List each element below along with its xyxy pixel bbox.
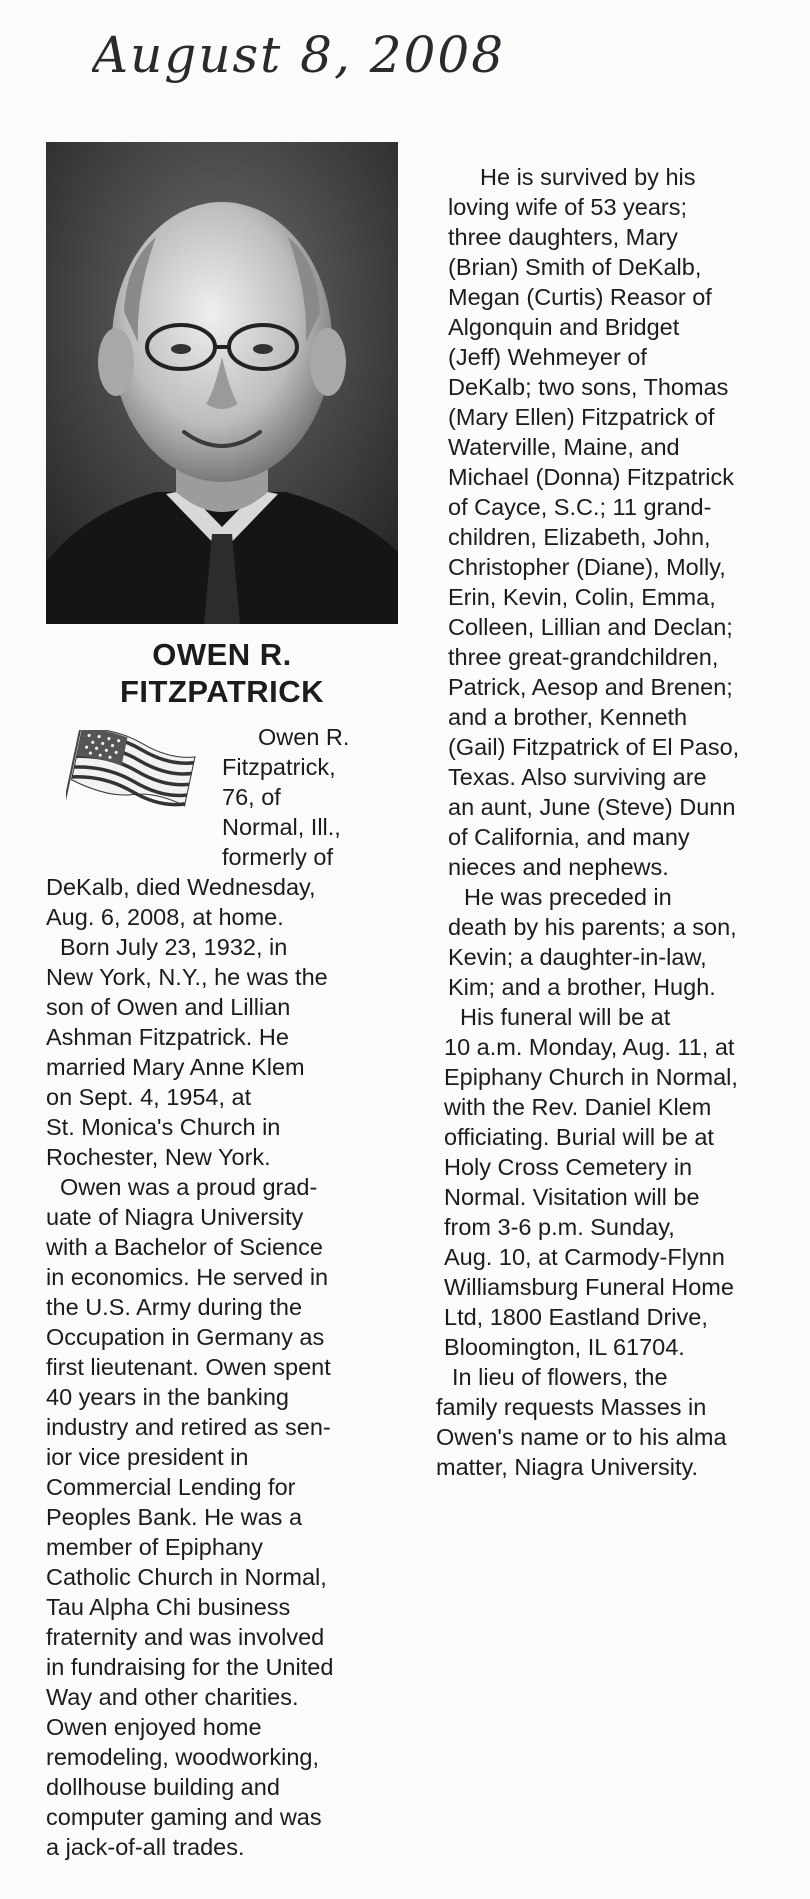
text-line: the U.S. Army during the: [46, 1294, 303, 1320]
text-line: Holy Cross Cemetery in: [444, 1154, 693, 1180]
text-line: Erin, Kevin, Colin, Emma,: [448, 584, 716, 610]
name-first: OWEN R.: [152, 637, 292, 672]
text-line: formerly of: [222, 844, 333, 870]
text-line: children, Elizabeth, John,: [448, 524, 711, 550]
text-line: Occupation in Germany as: [46, 1324, 325, 1350]
text-line: He was preceded in: [464, 884, 672, 910]
text-line: He is survived by his: [480, 164, 696, 190]
text-line: Commercial Lending for: [46, 1474, 296, 1500]
obituary-flowers-paragraph: [420, 1362, 727, 1482]
obituary-survivors-paragraph: [420, 162, 739, 882]
text-line: Rochester, New York.: [46, 1144, 271, 1170]
text-line: nieces and nephews.: [448, 854, 669, 880]
text-line: with a Bachelor of Science: [46, 1234, 323, 1260]
text-line: (Gail) Fitzpatrick of El Paso,: [448, 734, 740, 760]
text-line: Michael (Donna) Fitzpatrick: [448, 464, 735, 490]
text-line: (Mary Ellen) Fitzpatrick of: [448, 404, 715, 430]
text-line: Catholic Church in Normal,: [46, 1564, 327, 1590]
obituary-intro: [46, 722, 349, 932]
text-line: Normal, Ill.,: [222, 814, 341, 840]
text-line: Kevin; a daughter-in-law,: [448, 944, 707, 970]
text-line: remodeling, woodworking,: [46, 1744, 320, 1770]
text-line: Algonquin and Bridget: [448, 314, 680, 340]
text-line: Aug. 10, at Carmody-Flynn: [444, 1244, 725, 1270]
text-line: married Mary Anne Klem: [46, 1054, 305, 1080]
text-line: first lieutenant. Owen spent: [46, 1354, 331, 1380]
text-line: matter, Niagra University.: [436, 1454, 699, 1480]
text-line: family requests Masses in: [436, 1394, 707, 1420]
text-line: Texas. Also surviving are: [448, 764, 707, 790]
text-line: Aug. 6, 2008, at home.: [46, 904, 284, 930]
obituary-funeral-paragraph: [420, 1002, 738, 1362]
handwritten-date: [92, 10, 512, 100]
text-line: 40 years in the banking: [46, 1384, 289, 1410]
text-line: Fitzpatrick,: [222, 754, 336, 780]
name-last: FITZPATRICK: [119, 674, 325, 709]
text-line: Christopher (Diane), Molly,: [448, 554, 726, 580]
handwritten-date-text: August 8, 2008: [92, 26, 506, 84]
text-line: Owen was a proud grad-: [60, 1174, 318, 1200]
text-line: of California, and many: [448, 824, 690, 850]
portrait-image: [46, 142, 398, 624]
text-line: Ashman Fitzpatrick. He: [46, 1024, 289, 1050]
text-line: Bloomington, IL 61704.: [444, 1334, 685, 1360]
text-line: Owen enjoyed home: [46, 1714, 262, 1740]
text-line: Patrick, Aesop and Brenen;: [448, 674, 733, 700]
text-line: Born July 23, 1932, in: [60, 934, 288, 960]
text-line: Williamsburg Funeral Home: [444, 1274, 734, 1300]
deceased-name-heading: [46, 636, 398, 710]
text-line: Waterville, Maine, and: [448, 434, 680, 460]
text-line: DeKalb; two sons, Thomas: [448, 374, 729, 400]
text-line: In lieu of flowers, the: [452, 1364, 668, 1390]
text-line: Megan (Curtis) Reasor of: [448, 284, 712, 310]
text-line: three daughters, Mary: [448, 224, 678, 250]
text-line: member of Epiphany: [46, 1534, 263, 1560]
text-line: of Cayce, S.C.; 11 grand-: [448, 494, 712, 520]
text-line: loving wife of 53 years;: [448, 194, 688, 220]
text-line: ior vice president in: [46, 1444, 249, 1470]
text-line: industry and retired as sen-: [46, 1414, 331, 1440]
text-line: a jack-of-all trades.: [46, 1834, 245, 1860]
text-line: His funeral will be at: [460, 1004, 671, 1030]
text-line: Owen's name or to his alma: [436, 1424, 727, 1450]
text-line: (Jeff) Wehmeyer of: [448, 344, 647, 370]
text-line: DeKalb, died Wednesday,: [46, 874, 316, 900]
text-line: Kim; and a brother, Hugh.: [448, 974, 716, 1000]
obituary-birth-paragraph: [46, 932, 328, 1172]
text-line: computer gaming and was: [46, 1804, 322, 1830]
obituary-career-paragraph: [46, 1172, 333, 1862]
text-line: 76, of: [222, 784, 281, 810]
text-line: in economics. He served in: [46, 1264, 329, 1290]
text-line: uate of Niagra University: [46, 1204, 304, 1230]
text-line: Way and other charities.: [46, 1684, 299, 1710]
text-line: Epiphany Church in Normal,: [444, 1064, 738, 1090]
text-line: Normal. Visitation will be: [444, 1184, 700, 1210]
text-line: three great-grandchildren,: [448, 644, 719, 670]
portrait-photo: [46, 142, 398, 624]
text-line: dollhouse building and: [46, 1774, 280, 1800]
text-line: with the Rev. Daniel Klem: [444, 1094, 712, 1120]
text-line: Tau Alpha Chi business: [46, 1594, 291, 1620]
text-line: son of Owen and Lillian: [46, 994, 291, 1020]
text-line: New York, N.Y., he was the: [46, 964, 328, 990]
text-line: Colleen, Lillian and Declan;: [448, 614, 733, 640]
text-line: Peoples Bank. He was a: [46, 1504, 303, 1530]
text-line: in fundraising for the United: [46, 1654, 334, 1680]
text-line: an aunt, June (Steve) Dunn: [448, 794, 736, 820]
text-line: officiating. Burial will be at: [444, 1124, 714, 1150]
text-line: Ltd, 1800 Eastland Drive,: [444, 1304, 708, 1330]
text-line: 10 a.m. Monday, Aug. 11, at: [444, 1034, 735, 1060]
text-line: on Sept. 4, 1954, at: [46, 1084, 252, 1110]
obituary-preceded-paragraph: [420, 882, 737, 1002]
text-line: fraternity and was involved: [46, 1624, 325, 1650]
text-line: Owen R.: [258, 724, 350, 750]
text-line: and a brother, Kenneth: [448, 704, 688, 730]
text-line: death by his parents; a son,: [448, 914, 737, 940]
text-line: St. Monica's Church in: [46, 1114, 281, 1140]
text-line: (Brian) Smith of DeKalb,: [448, 254, 702, 280]
text-line: from 3-6 p.m. Sunday,: [444, 1214, 675, 1240]
